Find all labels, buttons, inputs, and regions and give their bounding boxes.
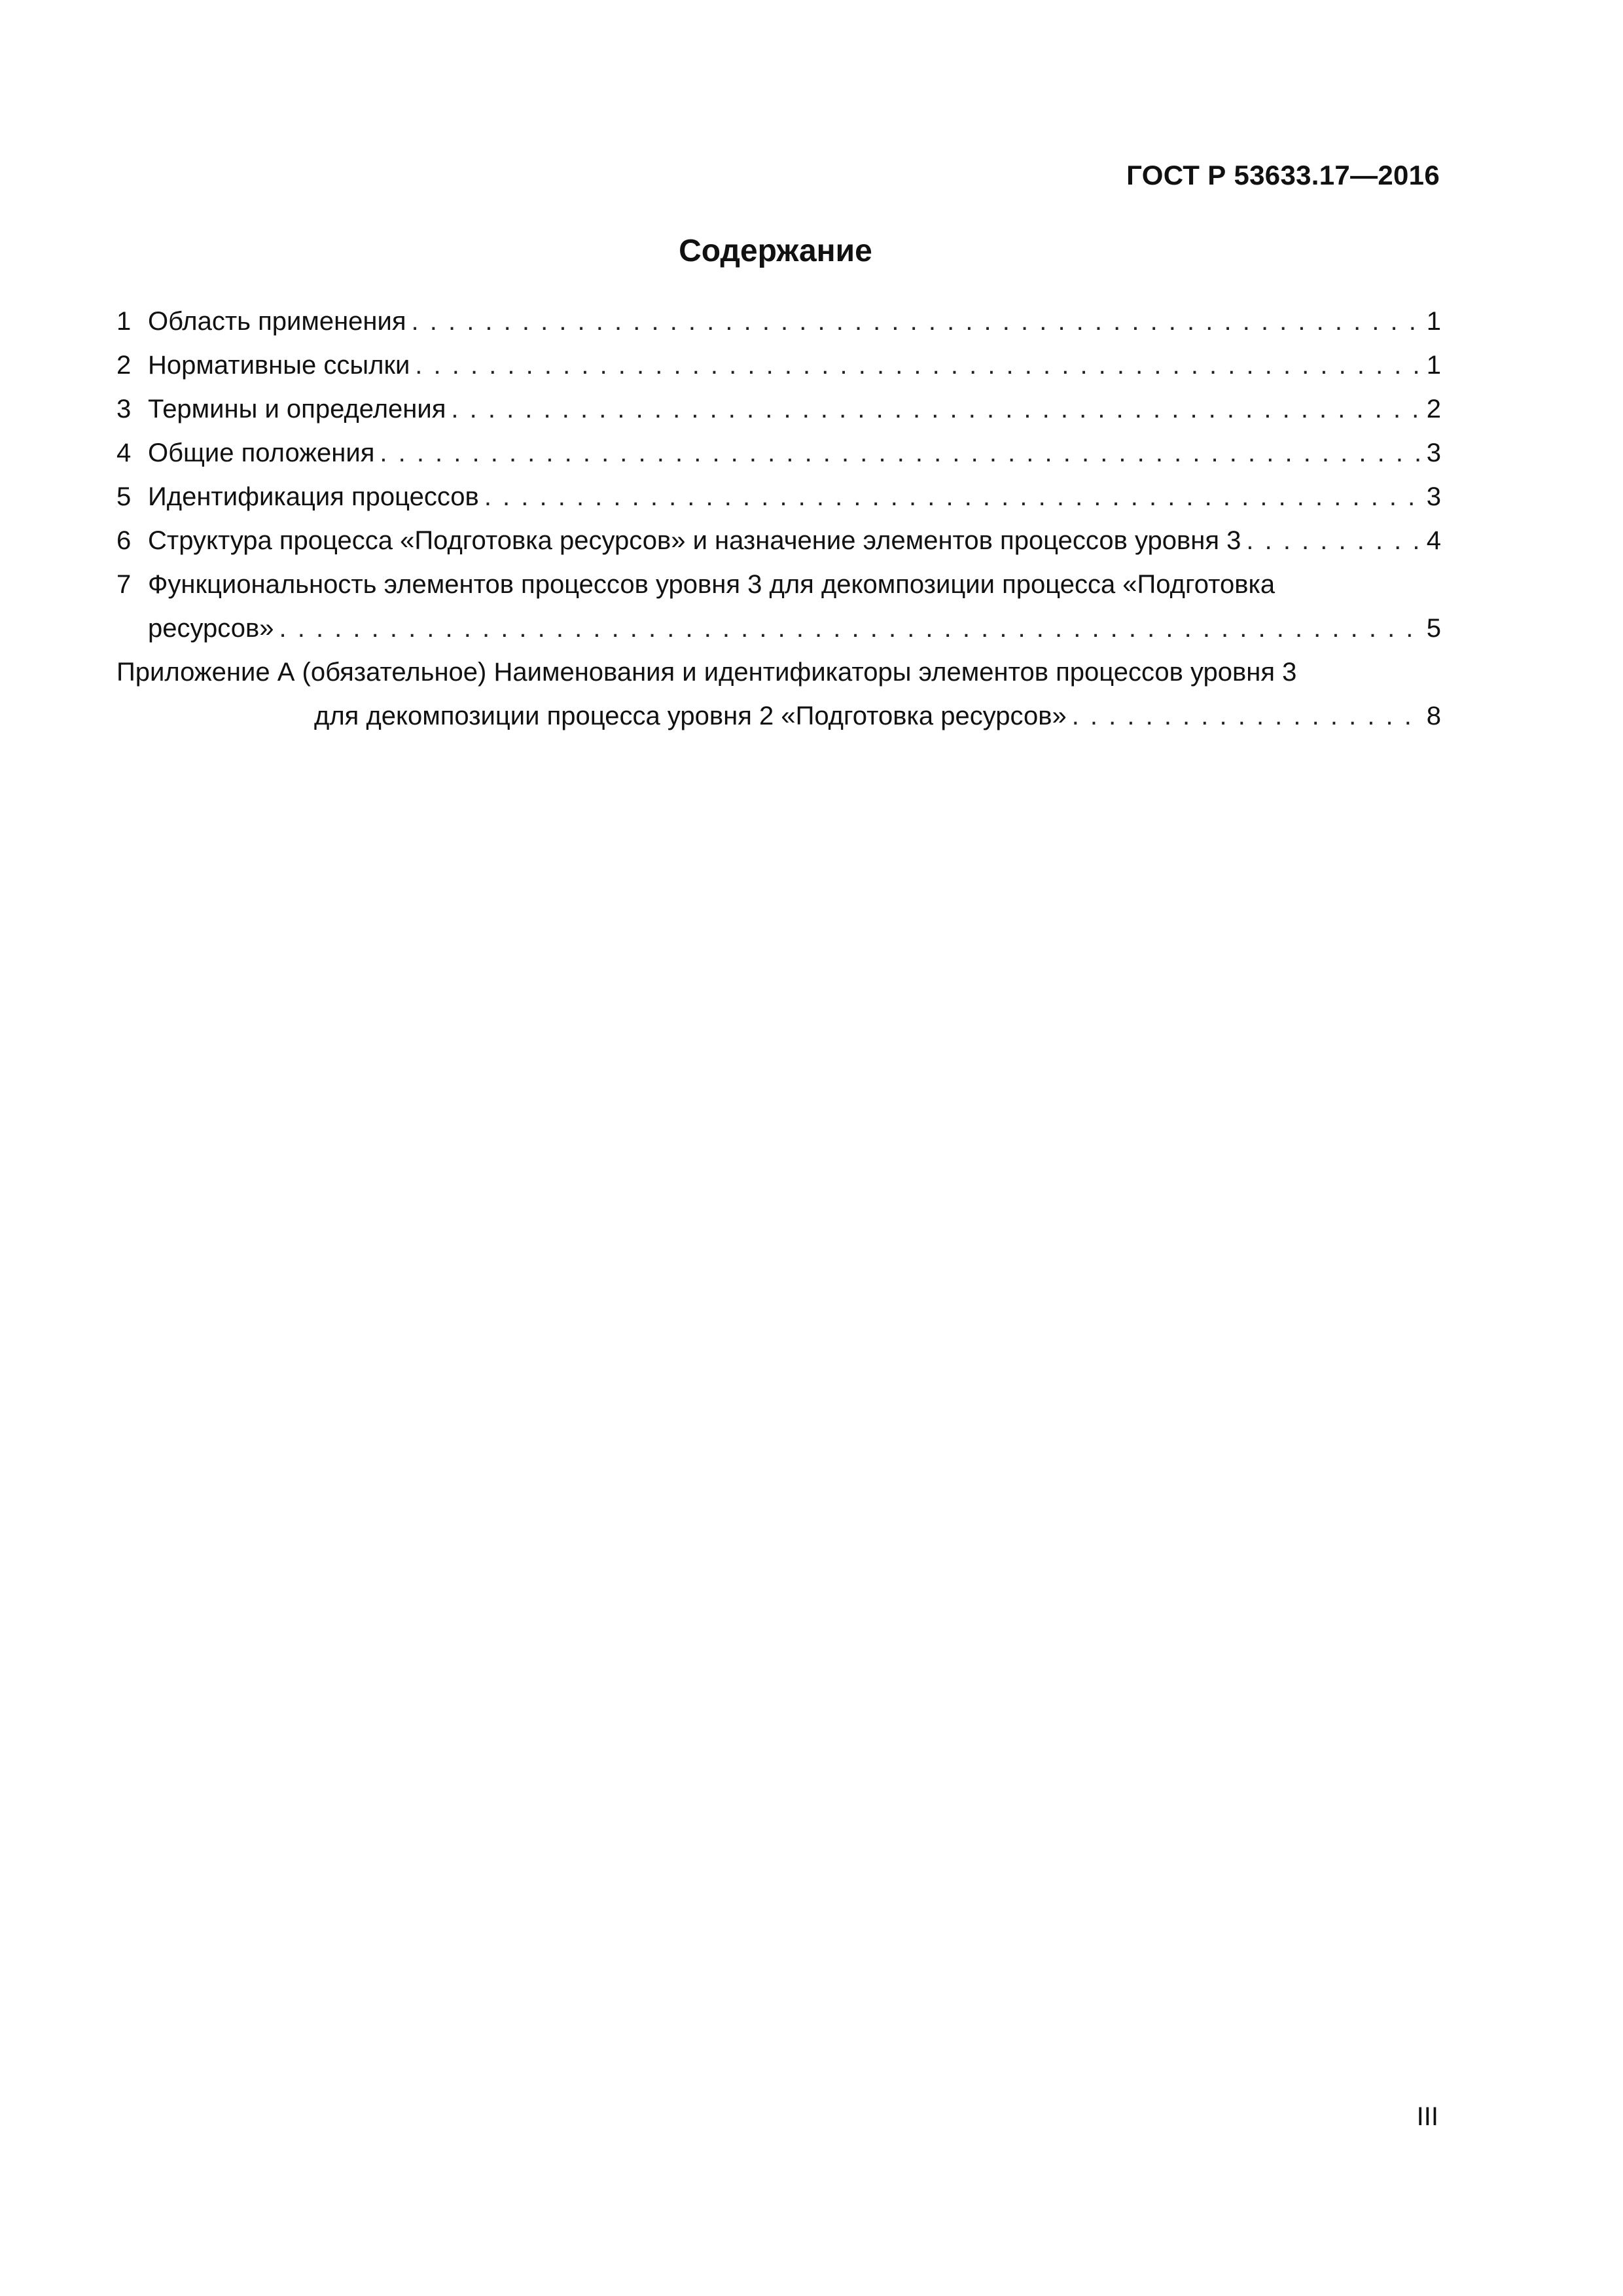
toc-entry-number: 3 (116, 395, 132, 423)
toc-appendix-first-line (116, 651, 1441, 694)
toc-entry-title: Нормативные ссылки (148, 351, 410, 380)
toc-title: Содержание (679, 234, 872, 268)
toc-appendix-title-line2: для декомпозиции процесса уровня 2 «Подготовка ресурсов» (314, 702, 1067, 730)
toc-entry-6[interactable] (116, 519, 1441, 563)
toc-entry-title: Область применения (148, 307, 406, 336)
toc-entry-page: 8 (1426, 702, 1441, 730)
toc-dot-leader (1072, 694, 1421, 738)
toc-entry-page: 5 (1426, 614, 1441, 643)
toc-entry-page: 3 (1426, 439, 1441, 467)
table-of-contents (116, 300, 1441, 738)
toc-entry-number: 4 (116, 439, 132, 467)
toc-dot-leader (380, 431, 1421, 475)
toc-entry-title: Термины и определения (148, 395, 446, 423)
toc-entry-7[interactable] (116, 563, 1441, 651)
toc-entry-title: Идентификация процессов (148, 482, 479, 511)
toc-entry-page: 2 (1426, 395, 1441, 423)
toc-dot-leader (412, 300, 1421, 344)
toc-appendix-continuation-line (116, 694, 1441, 738)
toc-appendix-title-line1: Приложение А (обязательное) Наименования и идентификаторы элементов процессов уровня 3 (116, 658, 1297, 687)
toc-entry-title: Структура процесса «Подготовка ресурсов» и назначение элементов процессов уровня 3 (148, 526, 1241, 555)
toc-entry-5[interactable] (116, 475, 1441, 519)
toc-entry-number: 5 (116, 482, 132, 511)
toc-entry-appendix-a[interactable] (116, 651, 1441, 738)
toc-entry-4[interactable] (116, 431, 1441, 475)
toc-dot-leader (1246, 519, 1421, 563)
toc-entry-title-line2: ресурсов» (148, 614, 274, 643)
toc-dot-leader (279, 607, 1421, 651)
toc-entry-title-line1: Функциональность элементов процессов уровня 3 для декомпозиции процесса «Подготовка (148, 570, 1275, 599)
toc-entry-page: 3 (1426, 482, 1441, 511)
toc-entry-page: 4 (1426, 526, 1441, 555)
toc-dot-leader (451, 387, 1421, 431)
page-number: III (1416, 2102, 1438, 2131)
toc-entry-2[interactable] (116, 344, 1441, 387)
document-code: ГОСТ Р 53633.17—2016 (1126, 160, 1440, 190)
toc-entry-number: 2 (116, 351, 132, 380)
toc-entry-title: Общие положения (148, 439, 375, 467)
toc-entry-number: 7 (116, 570, 132, 599)
toc-entry-page: 1 (1426, 351, 1441, 380)
toc-entry-1[interactable] (116, 300, 1441, 344)
toc-entry-number: 1 (116, 307, 132, 336)
toc-entry-number: 6 (116, 526, 132, 555)
toc-entry-page: 1 (1426, 307, 1441, 336)
toc-entry-3[interactable] (116, 387, 1441, 431)
toc-dot-leader (484, 475, 1421, 519)
toc-entry-first-line (116, 563, 1441, 607)
toc-dot-leader (415, 344, 1421, 387)
toc-entry-continuation-line (116, 607, 1441, 651)
